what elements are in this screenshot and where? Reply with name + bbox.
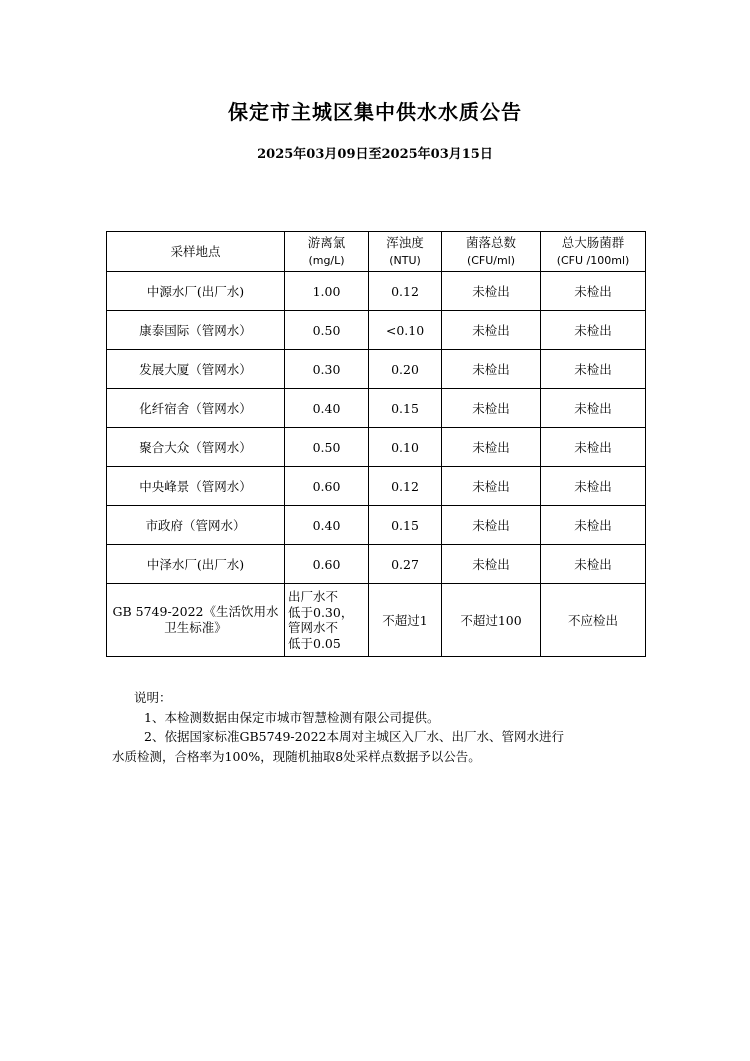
cell-turbidity: 0.12: [369, 272, 442, 311]
cell-colony: 未检出: [442, 311, 541, 350]
cell-chlorine: 0.40: [285, 389, 369, 428]
cell-coliform: 未检出: [541, 467, 646, 506]
notes-section: [112, 688, 642, 766]
cell-coliform: 未检出: [541, 545, 646, 584]
cell-chlorine: 0.30: [285, 350, 369, 389]
cell-colony: 未检出: [442, 467, 541, 506]
table-row: [107, 389, 646, 428]
cell-standard-colony: 不超过100: [442, 584, 541, 657]
cell-chlorine: 0.50: [285, 311, 369, 350]
cell-site: 康泰国际（管网水）: [107, 311, 285, 350]
cell-chlorine: 1.00: [285, 272, 369, 311]
cell-chlorine: 0.60: [285, 545, 369, 584]
table-row: [107, 428, 646, 467]
cell-standard-turbidity: 不超过1: [369, 584, 442, 657]
cell-standard-name: GB 5749-2022《生活饮用水卫生标准》: [107, 584, 285, 657]
cell-coliform: 未检出: [541, 389, 646, 428]
cell-coliform: 未检出: [541, 428, 646, 467]
cell-turbidity: 0.10: [369, 428, 442, 467]
cell-site: 化纤宿舍（管网水）: [107, 389, 285, 428]
header-sampling-site: 采样地点: [107, 232, 285, 272]
cell-turbidity: 0.20: [369, 350, 442, 389]
cell-colony: 未检出: [442, 428, 541, 467]
table-header-row: [107, 232, 646, 272]
cell-site: 中央峰景（管网水）: [107, 467, 285, 506]
cell-site: 市政府（管网水）: [107, 506, 285, 545]
header-turbidity: 浑浊度 (NTU): [369, 232, 442, 272]
cell-turbidity: 0.12: [369, 467, 442, 506]
cell-turbidity: 0.15: [369, 389, 442, 428]
table-row: [107, 545, 646, 584]
cell-colony: 未检出: [442, 545, 541, 584]
table-row: [107, 350, 646, 389]
table-row: [107, 506, 646, 545]
cell-chlorine: 0.40: [285, 506, 369, 545]
table-row: [107, 467, 646, 506]
cell-coliform: 未检出: [541, 506, 646, 545]
page-title: 保定市主城区集中供水水质公告: [228, 100, 522, 124]
water-quality-table: [106, 231, 646, 657]
cell-standard-coliform: 不应检出: [541, 584, 646, 657]
note-item-2: 2、依据国家标准GB5749-2022本周对主城区入厂水、出厂水、管网水进行: [144, 729, 564, 744]
cell-colony: 未检出: [442, 389, 541, 428]
cell-site: 聚合大众（管网水）: [107, 428, 285, 467]
cell-coliform: 未检出: [541, 350, 646, 389]
standard-row: [107, 584, 646, 657]
cell-turbidity: 0.27: [369, 545, 442, 584]
cell-chlorine: 0.50: [285, 428, 369, 467]
notes-heading: 说明：: [134, 690, 172, 705]
cell-coliform: 未检出: [541, 311, 646, 350]
table-row: [107, 311, 646, 350]
cell-colony: 未检出: [442, 272, 541, 311]
cell-turbidity: 0.15: [369, 506, 442, 545]
cell-chlorine: 0.60: [285, 467, 369, 506]
cell-standard-chlorine: 出厂水不 低于0.30， 管网水不 低于0.05: [285, 584, 369, 657]
cell-turbidity: <0.10: [369, 311, 442, 350]
date-range: 2025年03月09日至2025年03月15日: [257, 147, 493, 162]
cell-coliform: 未检出: [541, 272, 646, 311]
cell-site: 中源水厂(出厂水): [107, 272, 285, 311]
header-total-coliform: 总大肠菌群 (CFU /100ml): [541, 232, 646, 272]
note-item-1: 1、本检测数据由保定市城市智慧检测有限公司提供。: [144, 709, 440, 725]
cell-site: 中泽水厂(出厂水): [107, 545, 285, 584]
note-item-2-continuation: 水质检测，合格率为100%，现随机抽取8处采样点数据予以公告。: [112, 748, 481, 764]
header-free-chlorine: 游离氯 (mg/L): [285, 232, 369, 272]
cell-site: 发展大厦（管网水）: [107, 350, 285, 389]
table-row: [107, 272, 646, 311]
header-colony-count: 菌落总数 (CFU/ml): [442, 232, 541, 272]
cell-colony: 未检出: [442, 506, 541, 545]
cell-colony: 未检出: [442, 350, 541, 389]
